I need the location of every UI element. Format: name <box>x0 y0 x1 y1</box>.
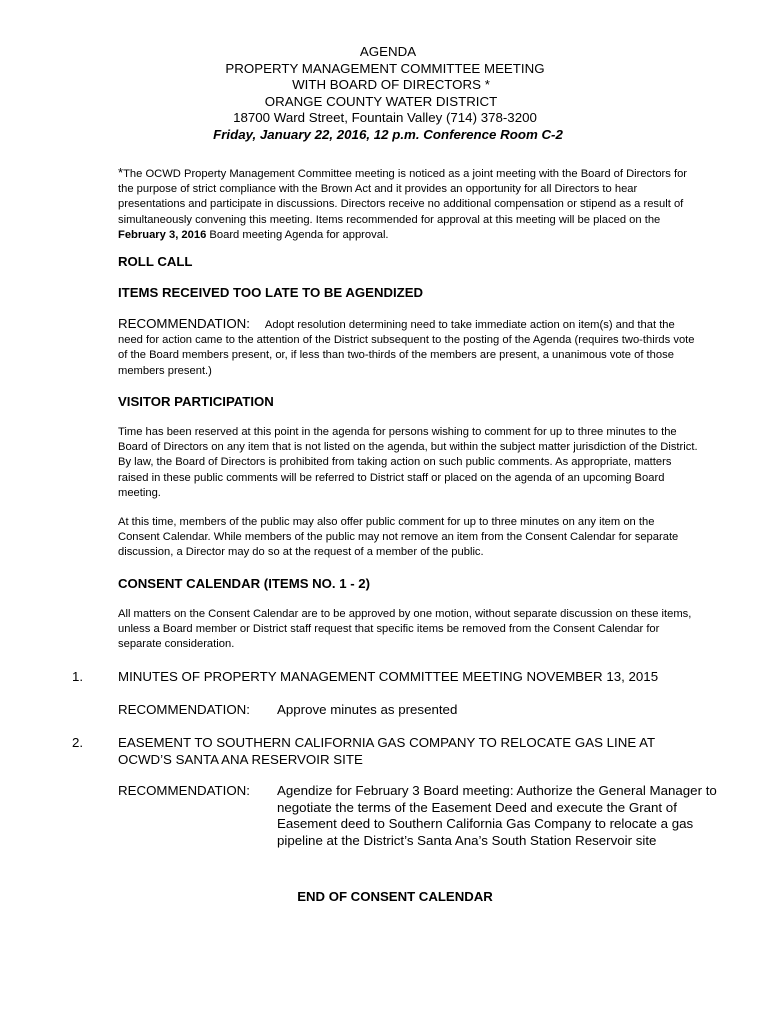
consent-paragraph: All matters on the Consent Calendar are to be approved by one motion, without separate discussion on these items, unless a Board member or District staff request that specific items be removed from the Consent Calendar for separate consideration. <box>118 608 692 651</box>
joint-meeting-notice <box>118 165 698 243</box>
item-1-rec-label: RECOMMENDATION: <box>118 702 250 717</box>
item-2-number: 2. <box>72 735 84 750</box>
item-2-rec-text: Agendize for February 3 Board meeting: Authorize the General Manager to negotiate the terms of the Easement Deed and execute the Grant of Easement deed to Southern California Gas Company to relocate a gas pipeline at the District’s Santa Ana’s South Station Reservoir site <box>277 783 717 848</box>
late-items-recommendation <box>118 316 698 379</box>
meeting-subtitle: WITH BOARD OF DIRECTORS * <box>292 77 490 93</box>
district-address: 18700 Ward Street, Fountain Valley (714) 378-3200 <box>233 110 537 126</box>
district-name: ORANGE COUNTY WATER DISTRICT <box>264 93 498 109</box>
item-1-rec-text: Approve minutes as presented <box>277 702 458 717</box>
item-1-title: MINUTES OF PROPERTY MANAGEMENT COMMITTEE MEETING NOVEMBER 13, 2015 <box>118 669 659 684</box>
late-items-rec-text: Adopt resolution determining need to take immediate action on item(s) and that the need for action came to the attention of the District subsequent to the posting of the Agenda (requires two-thirds vote of the Board members present, or, if less than two-thirds of the members are present, a unanimous vote of those members present.) <box>118 319 695 377</box>
notice-board-date: February 3, 2016 <box>118 228 207 241</box>
agenda-title: AGENDA <box>359 44 417 59</box>
late-items-heading: ITEMS RECEIVED TOO LATE TO BE AGENDIZED <box>118 285 424 300</box>
visitor-paragraph-1: Time has been reserved at this point in the agenda for persons wishing to comment for up to three minutes to the Board of Directors on any item that is not listed on the agenda, but within the subject matter jurisdiction of the District. By law, the Board of Directors is prohibited from taking action on such public comments. As appropriate, matters raised in these public comments will be referred to District staff or placed on the agenda of an upcoming Board meeting. <box>118 426 698 499</box>
item-2-title: EASEMENT TO SOUTHERN CALIFORNIA GAS COMPANY TO RELOCATE GAS LINE AT OCWD’S SANTA ANA RESERVOIR SITE <box>118 735 655 767</box>
end-of-consent-calendar: END OF CONSENT CALENDAR <box>297 889 493 904</box>
consent-heading: CONSENT CALENDAR (ITEMS NO. 1 - 2) <box>118 576 371 591</box>
visitor-paragraph-2: At this time, members of the public may also offer public comment for up to three minutes on any item on the Consent Calendar. While members of the public may not remove an item from the Consent Calendar for separate discussion, a Director may do so at the request of a member of the public. <box>118 516 679 559</box>
meeting-datetime: Friday, January 22, 2016, 12 p.m. Conference Room C-2 <box>213 126 563 142</box>
item-1-number: 1. <box>72 669 84 684</box>
roll-call-heading: ROLL CALL <box>118 254 193 269</box>
meeting-title: PROPERTY MANAGEMENT COMMITTEE MEETING <box>225 60 545 76</box>
notice-asterisk: * <box>118 165 124 180</box>
late-items-rec-label: RECOMMENDATION: <box>118 316 250 331</box>
item-2-rec-label: RECOMMENDATION: <box>118 783 250 798</box>
agenda-header <box>0 44 770 144</box>
notice-text-start: The OCWD Property Management Committee meeting is noticed as a joint meeting with the Board of Directors for the purpose of strict compliance with the Brown Act and it provides an opportunity for all Directors to hear presentations and participate in discussions. Directors receive no additional compensation or stipend as a result of simultaneously convening this meeting. Items recommended for approval at this meeting will be placed on the <box>118 168 688 226</box>
visitor-heading: VISITOR PARTICIPATION <box>118 394 274 409</box>
notice-text-end: Board meeting Agenda for approval. <box>206 228 389 241</box>
